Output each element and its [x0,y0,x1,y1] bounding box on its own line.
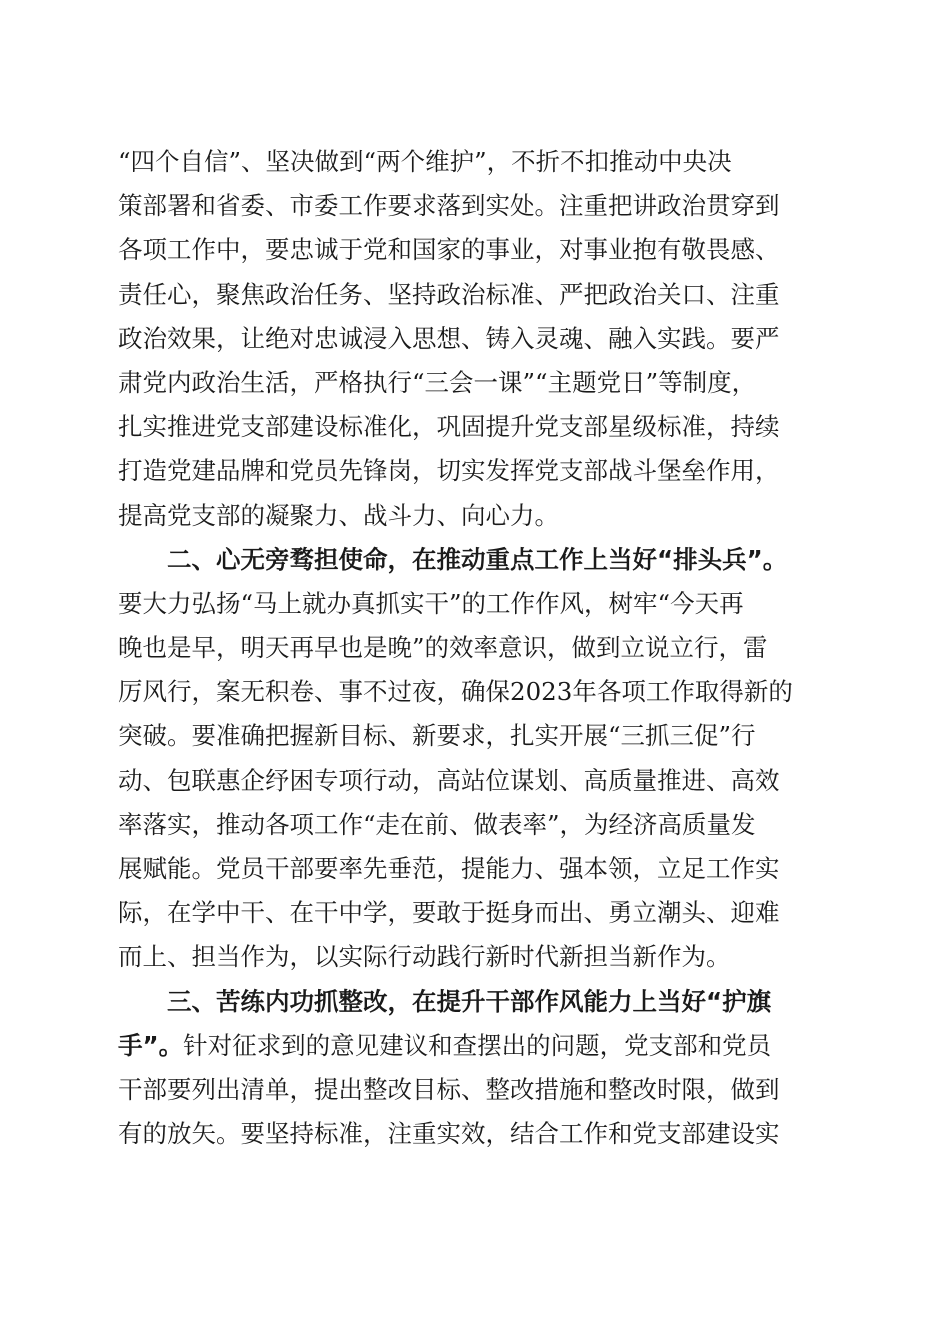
section-heading-3-tail: 手”。 [118,1030,184,1060]
body-text: 针对征求到的意见建议和查摆出的问题，党支部和党员 [183,1030,772,1060]
body-line: 有的放矢。要坚持标准，注重实效，结合工作和党支部建设实 [118,1119,780,1149]
body-line: 要大力弘扬“马上就办真抓实干”的工作作风，树牢“今天再 [118,588,744,618]
document-body [118,140,830,1156]
body-line: 责任心，聚焦政治任务、坚持政治标准、严把政治关口、注重 [118,279,780,309]
body-line: 动、包联惠企纾困专项行动，高站位谋划、高质量推进、高效 [118,765,780,795]
body-line-mixed [118,1024,830,1068]
body-line: 政治效果，让绝对忠诚浸入思想、铸入灵魂、融入实践。要严 [118,323,780,353]
section-heading-2: 二、心无旁骛担使命，在推动重点工作上当好“排头兵”。 [118,544,788,574]
body-line: 肃党内政治生活，严格执行“三会一课”“主题党日”等制度， [118,367,757,397]
body-line: 干部要列出清单，提出整改目标、整改措施和整改时限，做到 [118,1074,780,1104]
body-line: 际，在学中干、在干中学，要敢于挺身而出、勇立潮头、迎难 [118,898,780,928]
section-heading-3: 三、苦练内功抓整改，在提升干部作风能力上当好“护旗 [118,986,772,1016]
body-line: 晚也是早，明天再早也是晚”的效率意识，做到立说立行，雷 [118,633,768,663]
body-line: 策部署和省委、市委工作要求落到实处。注重把讲政治贯穿到 [118,191,780,221]
body-line: 打造党建品牌和党员先锋岗，切实发挥党支部战斗堡垒作用， [118,456,780,486]
body-line: 展赋能。党员干部要率先垂范，提能力、强本领，立足工作实 [118,854,780,883]
body-line: 各项工作中，要忠诚于党和国家的事业，对事业抱有敬畏感、 [118,235,780,265]
body-line: 突破。要准确把握新目标、新要求，扎实开展“三抓三促”行 [118,721,756,751]
body-line: 厉风行，案无积卷、事不过夜，确保2023年各项工作取得新的 [118,677,793,707]
body-line: 扎实推进党支部建设标准化，巩固提升党支部星级标准，持续 [118,412,780,442]
body-line: “四个自信”、坚决做到“两个维护”，不折不扣推动中央决 [118,147,732,176]
body-line: 而上、担当作为，以实际行动践行新时代新担当新作为。 [118,942,731,972]
body-line: 率落实，推动各项工作“走在前、做表率”，为经济高质量发 [118,809,756,839]
body-line: 提高党支部的凝聚力、战斗力、向心力。 [118,500,559,530]
